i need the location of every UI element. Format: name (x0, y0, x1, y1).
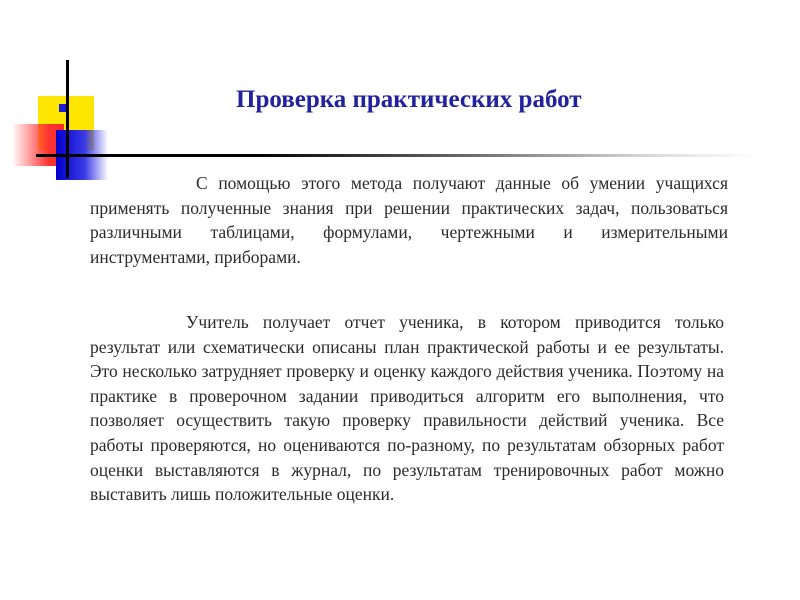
decor-vertical-line (66, 60, 69, 178)
paragraph-report: Учитель получает отчет ученика, в котором приводится только результат или схематически описаны план практической работы и ее результаты. Это несколько затрудняет проверку и оценку каждого действия ученика. Поэтому на практике в проверочном задании приводиться алгоритм его выполнения, что позволяет осуществить такую проверку правильности действий ученика. Все работы проверяются, но оцениваются по-разному, по результатам обзорных работ оценки выставляются в журнал, по результатам тренировочных работ можно выставить лишь положительные оценки. (90, 312, 724, 505)
title-underline (36, 154, 756, 157)
paragraph-method: С помощью этого метода получают данные об умении учащихся применять полученные знания при решении практических задач, пользоваться различными таблицами, формулами, чертежными и измерительными инструментами, приборами. (90, 173, 728, 267)
slide-title: Проверка практических работ (236, 86, 582, 113)
